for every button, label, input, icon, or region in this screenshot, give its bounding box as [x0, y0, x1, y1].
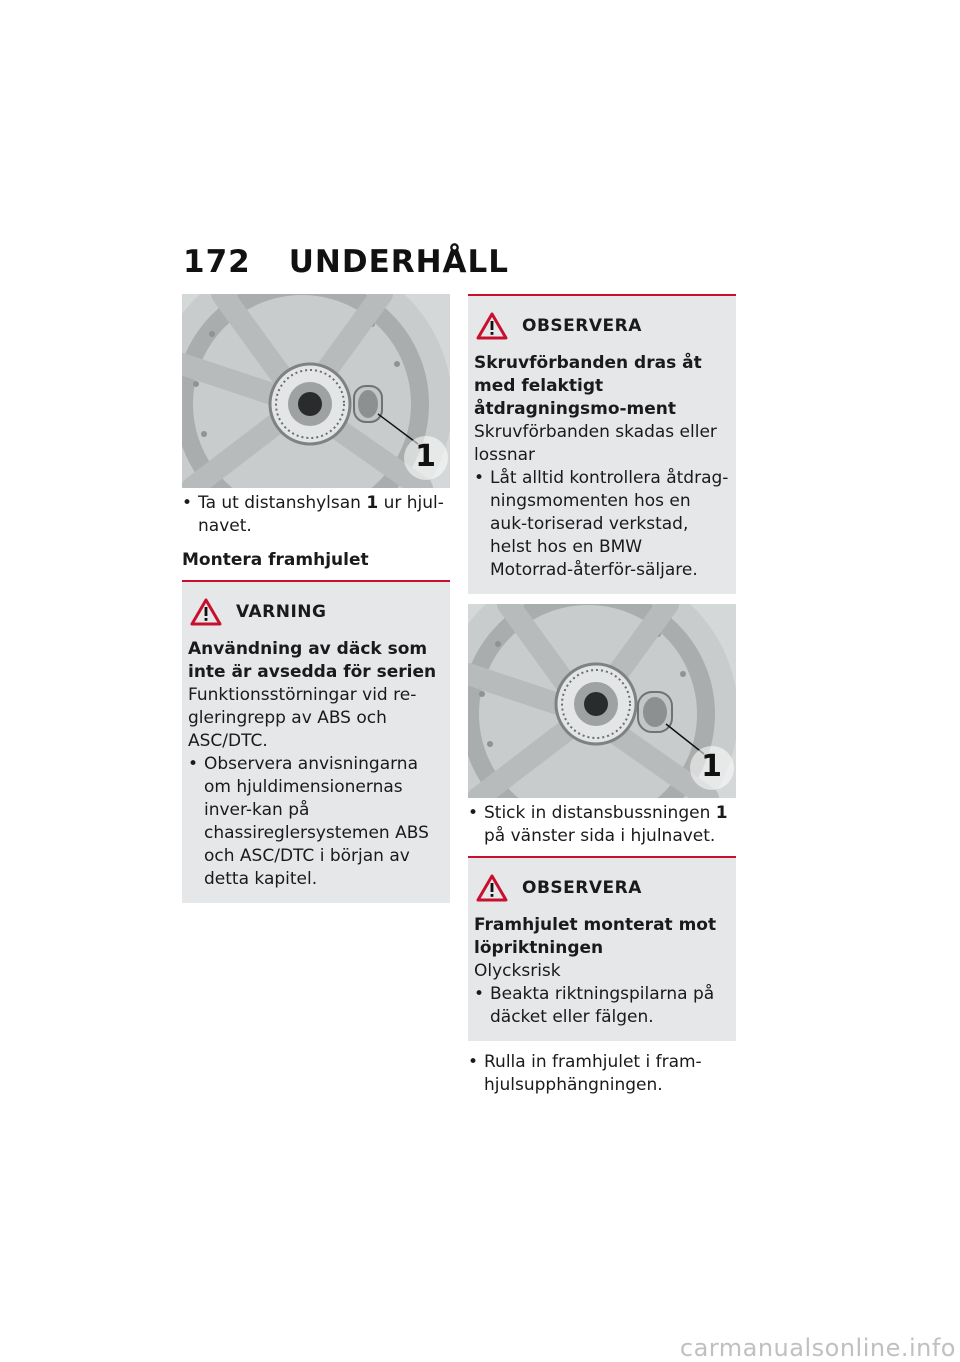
warning-triangle-icon — [476, 874, 508, 902]
observera-cause-1: Skruvförbanden dras åt med felaktigt åtdragningsmo-ment — [474, 353, 702, 419]
step-text: Rulla in framhjulet i fram-hjulsupphängningen. — [484, 1052, 702, 1095]
observera-header-1 — [476, 312, 730, 340]
warning-triangle-icon — [476, 312, 508, 340]
observera-action-2 — [474, 983, 730, 1029]
wheel-hub-illustration — [182, 294, 450, 488]
observera-effect-1: Skruvförbanden skadas eller lossnar — [474, 422, 717, 465]
step-text-end: ur hjul-navet. — [198, 493, 444, 536]
step-text-end: på vänster sida i hjulnavet. — [484, 826, 716, 846]
observera-action-text-2: Beakta riktningspilarna på däcket eller fälgen. — [490, 984, 715, 1027]
warning-box — [182, 580, 450, 903]
observera-box-1 — [468, 294, 736, 594]
step-roll-in-wheel — [468, 1051, 736, 1097]
observera-effect-2: Olycksrisk — [474, 961, 561, 981]
bullet: • — [468, 803, 479, 823]
observera-header-2 — [476, 874, 730, 902]
warning-effect: Funktionsstörningar vid re-gleringrepp av ABS och ASC/DTC. — [188, 685, 417, 751]
observera-title-2: OBSERVERA — [522, 878, 642, 898]
observera-box-2 — [468, 856, 736, 1041]
observera-action-text-1: Låt alltid kontrollera åtdrag-ningsmomenten hos en auk-toriserad verkstad, helst hos en BMW Motorrad-återför-säljare. — [490, 468, 729, 580]
observera-title-1: OBSERVERA — [522, 316, 642, 336]
right-column — [468, 294, 736, 1097]
step-insert-bushing — [468, 802, 736, 848]
step-text: Ta ut distanshylsan — [198, 493, 367, 513]
bullet: • — [474, 984, 485, 1004]
step-ref: 1 — [366, 493, 379, 513]
page-number: 172 — [183, 244, 251, 280]
left-column — [182, 294, 450, 903]
bullet: • — [474, 468, 485, 488]
warning-header — [190, 598, 444, 626]
watermark: carmanualsonline.info — [679, 1334, 956, 1362]
figure-callout: 1 — [415, 439, 436, 474]
observera-cause-2: Framhjulet monterat mot löpriktningen — [474, 915, 717, 958]
bullet: • — [468, 1052, 479, 1072]
page-header — [183, 244, 509, 280]
section-title: UNDERHÅLL — [288, 244, 510, 280]
wheel-hub-figure — [182, 294, 450, 488]
warning-triangle-icon — [190, 598, 222, 626]
step-remove-spacer — [182, 492, 450, 538]
wheel-hub-figure-2 — [468, 604, 736, 798]
wheel-hub-illustration-2 — [468, 604, 736, 798]
warning-cause: Användning av däck som inte är avsedda för serien — [188, 639, 437, 682]
bullet: • — [188, 754, 199, 774]
step-text: Stick in distansbussningen — [484, 803, 716, 823]
observera-action-1 — [474, 467, 730, 582]
bullet: • — [182, 493, 193, 513]
subheading: Montera framhjulet — [182, 550, 369, 570]
warning-title: VARNING — [236, 602, 327, 622]
figure-callout-2: 1 — [701, 749, 722, 784]
warning-action-text: Observera anvisningarna om hjuldimensionernas inver-kan på chassireglersystemen ABS och ASC/DTC i början av detta kapitel. — [204, 754, 429, 889]
warning-action — [188, 753, 444, 891]
step-ref: 1 — [715, 803, 728, 823]
